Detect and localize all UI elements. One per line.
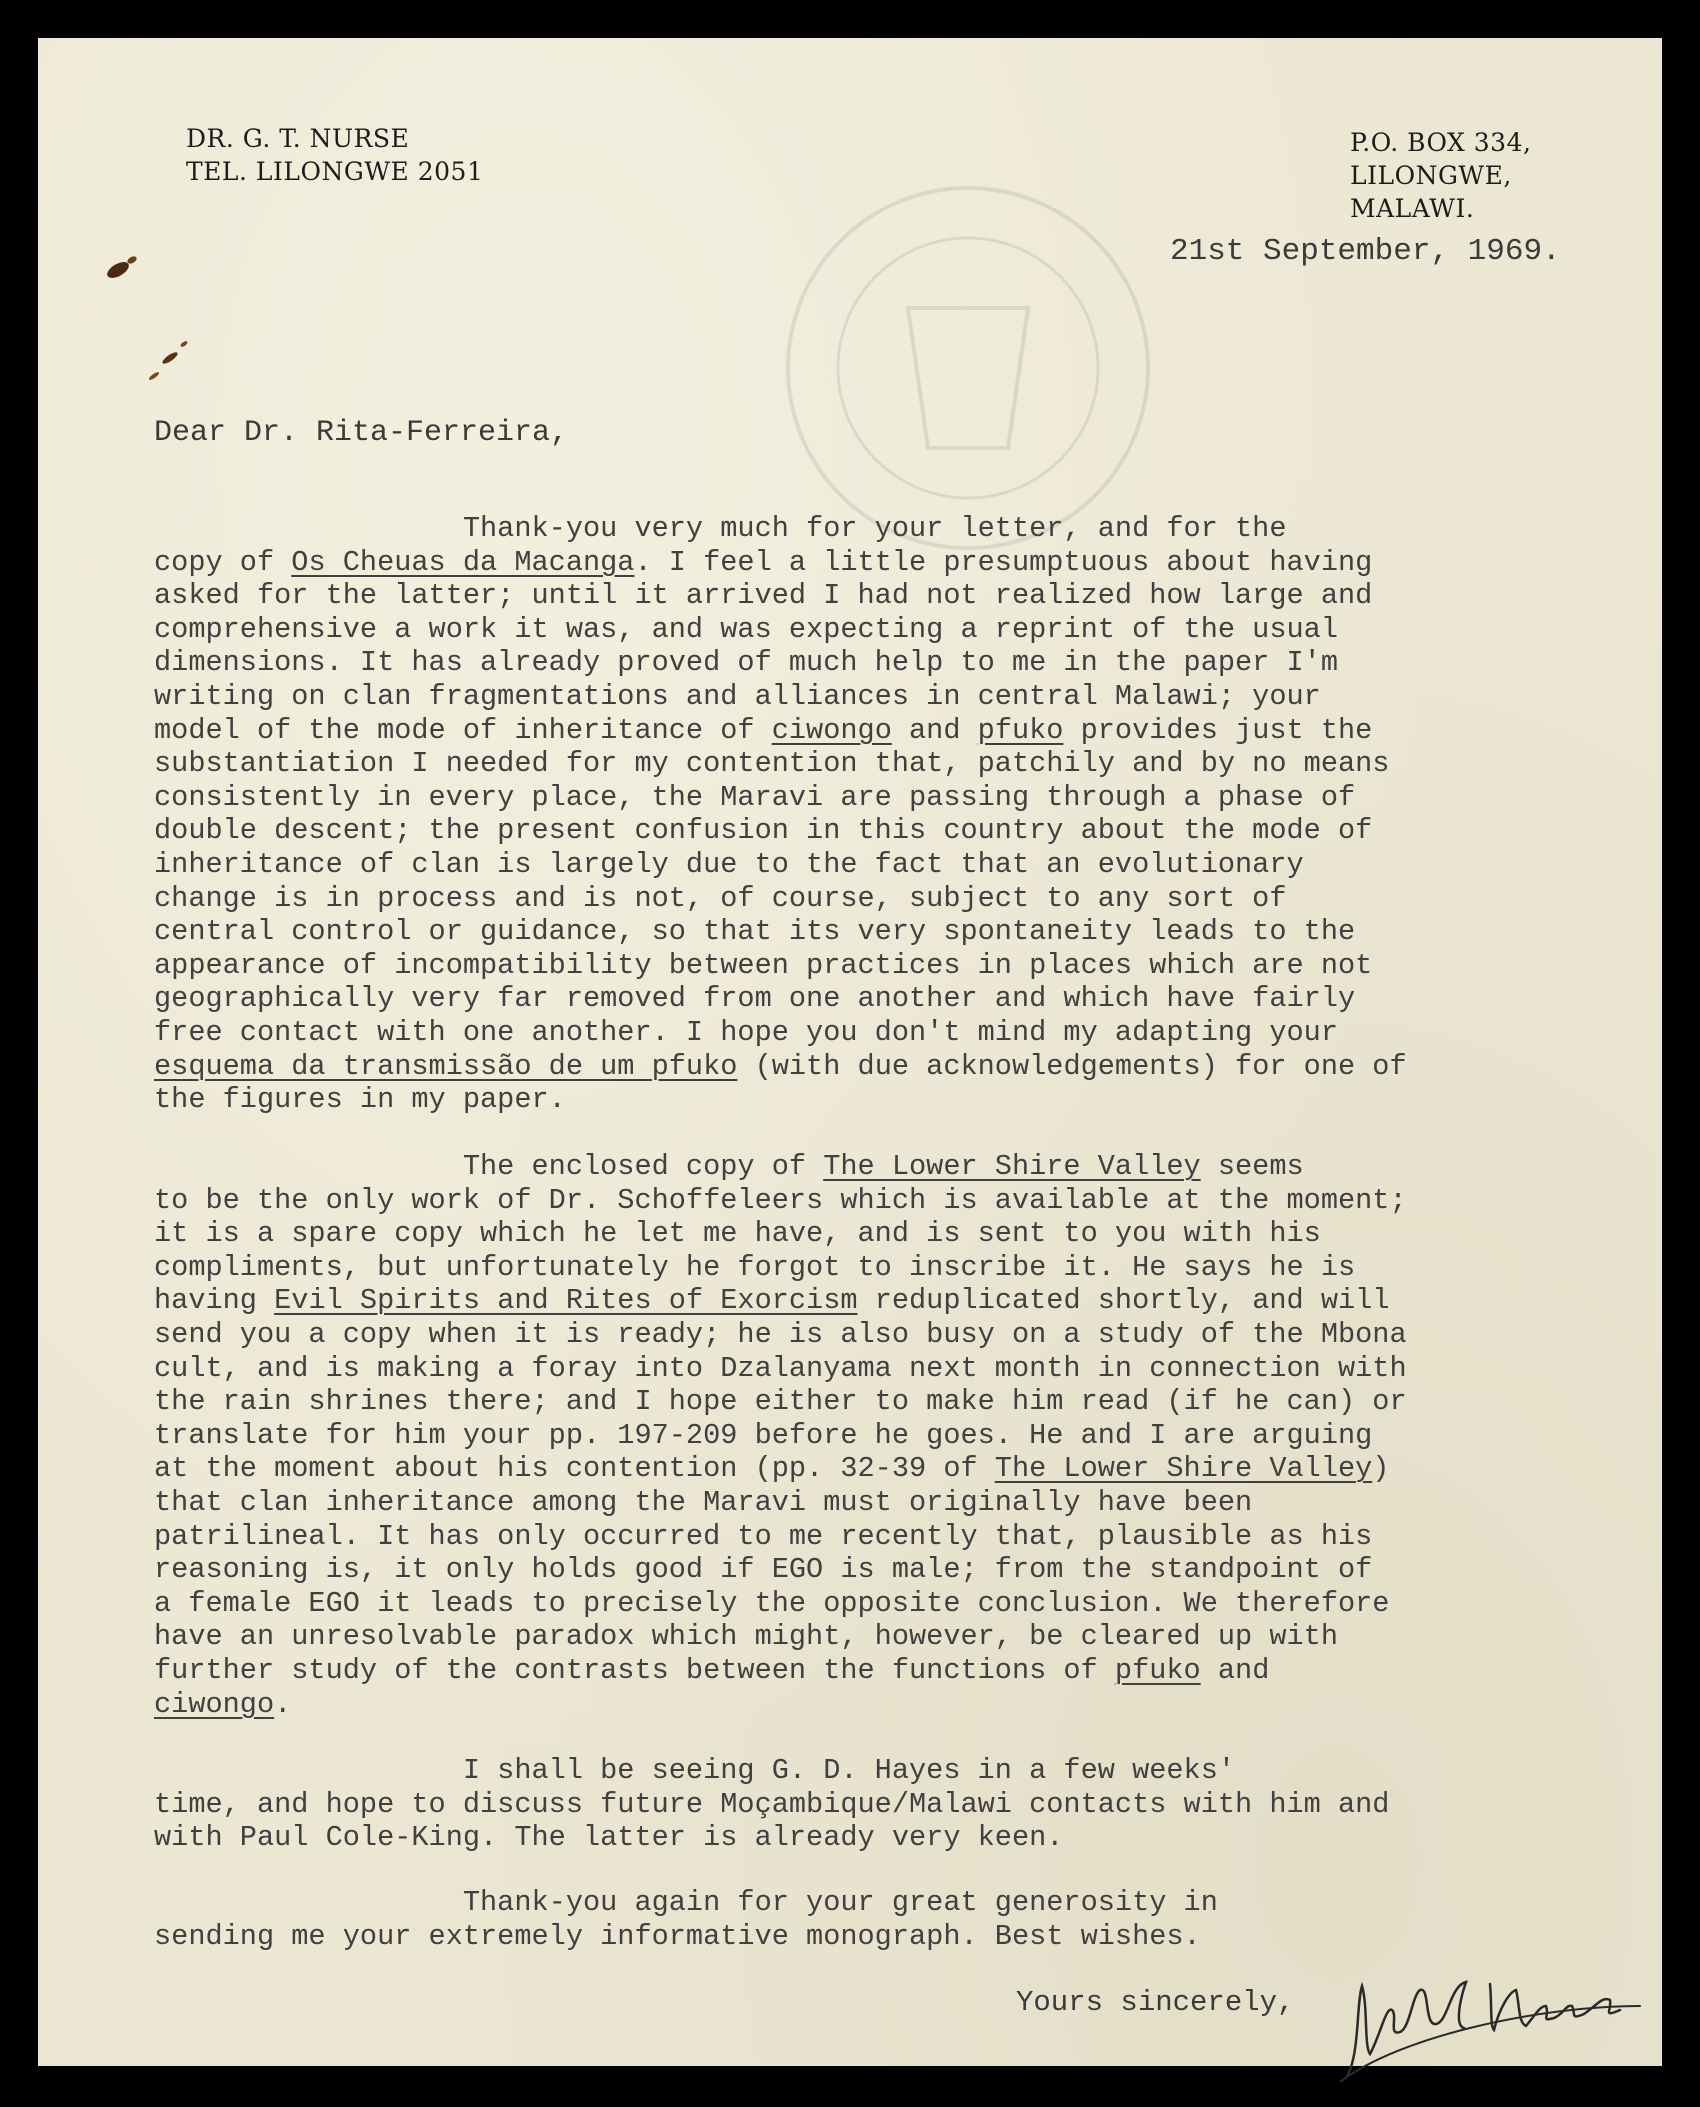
underlined-title: Evil Spirits and Rites of Exorcism (274, 1284, 858, 1318)
underlined-title: The Lower Shire Valley (823, 1150, 1201, 1183)
text-run: cult, and is making a foray into Dzalanyama next month in connection with (154, 1351, 1407, 1385)
text-run: with Paul Cole-King. The latter is already very keen. (154, 1821, 1064, 1855)
underlined-title: pfuko (977, 713, 1064, 747)
text-run: provides just the (1063, 713, 1373, 747)
text-run: ) (1372, 1452, 1390, 1486)
typed-line (154, 915, 1407, 949)
typed-line (154, 747, 1407, 781)
underlined-title: The Lower Shire Valley (994, 1452, 1373, 1486)
text-run: that clan inheritance among the Maravi must originally have been (154, 1485, 1253, 1519)
typed-line (154, 1352, 1407, 1386)
text-run: patrilineal. It has only occurred to me recently that, plausible as his (154, 1519, 1373, 1553)
typed-line (154, 1620, 1407, 1654)
typed-line (154, 848, 1407, 882)
text-run: . (274, 1687, 292, 1721)
text-run: reasoning is, it only holds good if EGO is male; from the standpoint of (154, 1553, 1373, 1587)
typed-line (154, 1251, 1407, 1285)
typed-line (154, 1217, 1407, 1251)
typed-line (154, 814, 1407, 848)
typed-line (154, 1452, 1407, 1486)
typed-line (154, 1150, 1407, 1184)
text-run: free contact with one another. I hope you don't mind my adapting your (154, 1015, 1338, 1049)
typed-line (154, 1553, 1407, 1587)
typed-line (154, 1419, 1407, 1453)
text-run: double descent; the present confusion in this country about the mode of (154, 814, 1373, 848)
underlined-title: Os Cheuas da Macanga (291, 545, 635, 579)
underlined-title: ciwongo (154, 1687, 275, 1721)
address-line-1: P.O. BOX 334, (1350, 128, 1532, 157)
text-run: and (1200, 1653, 1270, 1687)
typed-line (154, 680, 1407, 714)
text-run: at the moment about his contention (pp. 32-39 of (154, 1452, 995, 1486)
text-run: to be the only work of Dr. Schoffeleers which is available at the moment; (154, 1183, 1407, 1217)
letter-date: 21st September, 1969. (1170, 234, 1561, 269)
text-run: central control or guidance, so that its very spontaneity leads to the (154, 915, 1356, 949)
text-run: appearance of incompatibility between practices in places which are not (154, 948, 1373, 982)
text-run: asked for the latter; until it arrived I had not realized how large and (154, 579, 1373, 613)
address-line-3: MALAWI. (1350, 194, 1475, 223)
typed-line (154, 1520, 1407, 1554)
text-run: seems (1200, 1150, 1304, 1183)
text-run: dimensions. It has already proved of much help to me in the paper I'm (154, 646, 1338, 680)
text-run: time, and hope to discuss future Moçambique/Malawi contacts with him and (154, 1787, 1390, 1821)
typed-line (154, 1318, 1407, 1352)
typed-line (154, 1083, 1407, 1117)
typed-line (154, 1821, 1389, 1855)
typed-line (154, 1284, 1407, 1318)
text-run: Thank-you very much for your letter, and for the (154, 512, 1287, 545)
underlined-title: pfuko (1114, 1653, 1201, 1687)
text-run: it is a spare copy which he let me have, and is sent to you with his (154, 1217, 1321, 1251)
typed-line (154, 1886, 1218, 1920)
text-run: consistently in every place, the Maravi are passing through a phase of (154, 780, 1356, 814)
address-line-2: LILONGWE, (1350, 161, 1512, 190)
typed-line (154, 1016, 1407, 1050)
sender-telephone: TEL. LILONGWE 2051 (186, 157, 484, 186)
text-run: the figures in my paper. (154, 1083, 566, 1117)
text-run: change is in process and is not, of course, subject to any sort of (154, 881, 1287, 915)
letter-paper (38, 38, 1662, 2066)
text-run: geographically very far removed from one another and which have fairly (154, 982, 1356, 1016)
closing-phrase: Yours sincerely, (1016, 1986, 1295, 2019)
text-run: sending me your extremely informative monograph. Best wishes. (154, 1919, 1201, 1953)
text-run: Thank-you again for your great generosity in (154, 1886, 1218, 1919)
typed-line (154, 1754, 1389, 1788)
typed-line (154, 579, 1407, 613)
typed-line (154, 1788, 1389, 1822)
typed-line (154, 1654, 1407, 1688)
text-run: translate for him your pp. 197-209 before he goes. He and I are arguing (154, 1418, 1373, 1452)
typed-line (154, 1920, 1218, 1954)
text-run: substantiation I needed for my contention that, patchily and by no means (154, 747, 1390, 781)
text-run: inheritance of clan is largely due to the fact that an evolutionary (154, 847, 1304, 881)
text-run: The enclosed copy of (154, 1150, 824, 1183)
text-run: . I feel a little presumptuous about having (634, 545, 1373, 579)
typed-line (154, 546, 1407, 580)
typed-line (154, 646, 1407, 680)
text-run: copy of (154, 545, 292, 579)
text-run: (with due acknowledgements) for one of (737, 1049, 1407, 1083)
underlined-title: esquema da transmissão de um pfuko (154, 1049, 738, 1083)
text-run: having (154, 1284, 275, 1318)
salutation: Dear Dr. Rita-Ferreira, (154, 416, 569, 450)
typed-line (154, 714, 1407, 748)
text-run: and (891, 713, 978, 747)
body-paragraph-4 (154, 1886, 1218, 1953)
text-run: writing on clan fragmentations and alliances in central Malawi; your (154, 679, 1321, 713)
typed-line (154, 1385, 1407, 1419)
text-run: I shall be seeing G. D. Hayes in a few weeks' (154, 1754, 1236, 1787)
typed-line (154, 1050, 1407, 1084)
typed-line (154, 1688, 1407, 1722)
handwritten-signature (1340, 1966, 1670, 2086)
letterhead-left (186, 122, 483, 188)
sender-name: DR. G. T. NURSE (186, 124, 410, 153)
text-run: reduplicated shortly, and will (857, 1284, 1390, 1318)
text-run: model of the mode of inheritance of (154, 713, 772, 747)
underlined-title: ciwongo (771, 713, 892, 747)
typed-line (154, 1486, 1407, 1520)
typed-line (154, 949, 1407, 983)
typed-line (154, 512, 1407, 546)
typed-line (154, 613, 1407, 647)
body-paragraph-3 (154, 1754, 1389, 1855)
typed-line (154, 1587, 1407, 1621)
typed-line (154, 982, 1407, 1016)
body-paragraph-2 (154, 1150, 1407, 1721)
text-run: send you a copy when it is ready; he is also busy on a study of the Mbona (154, 1317, 1407, 1351)
typed-line (154, 882, 1407, 916)
text-run: a female EGO it leads to precisely the opposite conclusion. We therefore (154, 1586, 1390, 1620)
text-run: further study of the contrasts between the functions of (154, 1653, 1115, 1687)
typed-line (154, 781, 1407, 815)
text-run: have an unresolvable paradox which might, however, be cleared up with (154, 1620, 1338, 1654)
body-paragraph-1 (154, 512, 1407, 1117)
text-run: the rain shrines there; and I hope either to make him read (if he can) or (154, 1385, 1407, 1419)
ink-stain-marks (88, 238, 208, 408)
text-run: comprehensive a work it was, and was expecting a reprint of the usual (154, 612, 1338, 646)
letterhead-address (1350, 126, 1531, 225)
typed-line (154, 1184, 1407, 1218)
text-run: compliments, but unfortunately he forgot to inscribe it. He says he is (154, 1250, 1356, 1284)
